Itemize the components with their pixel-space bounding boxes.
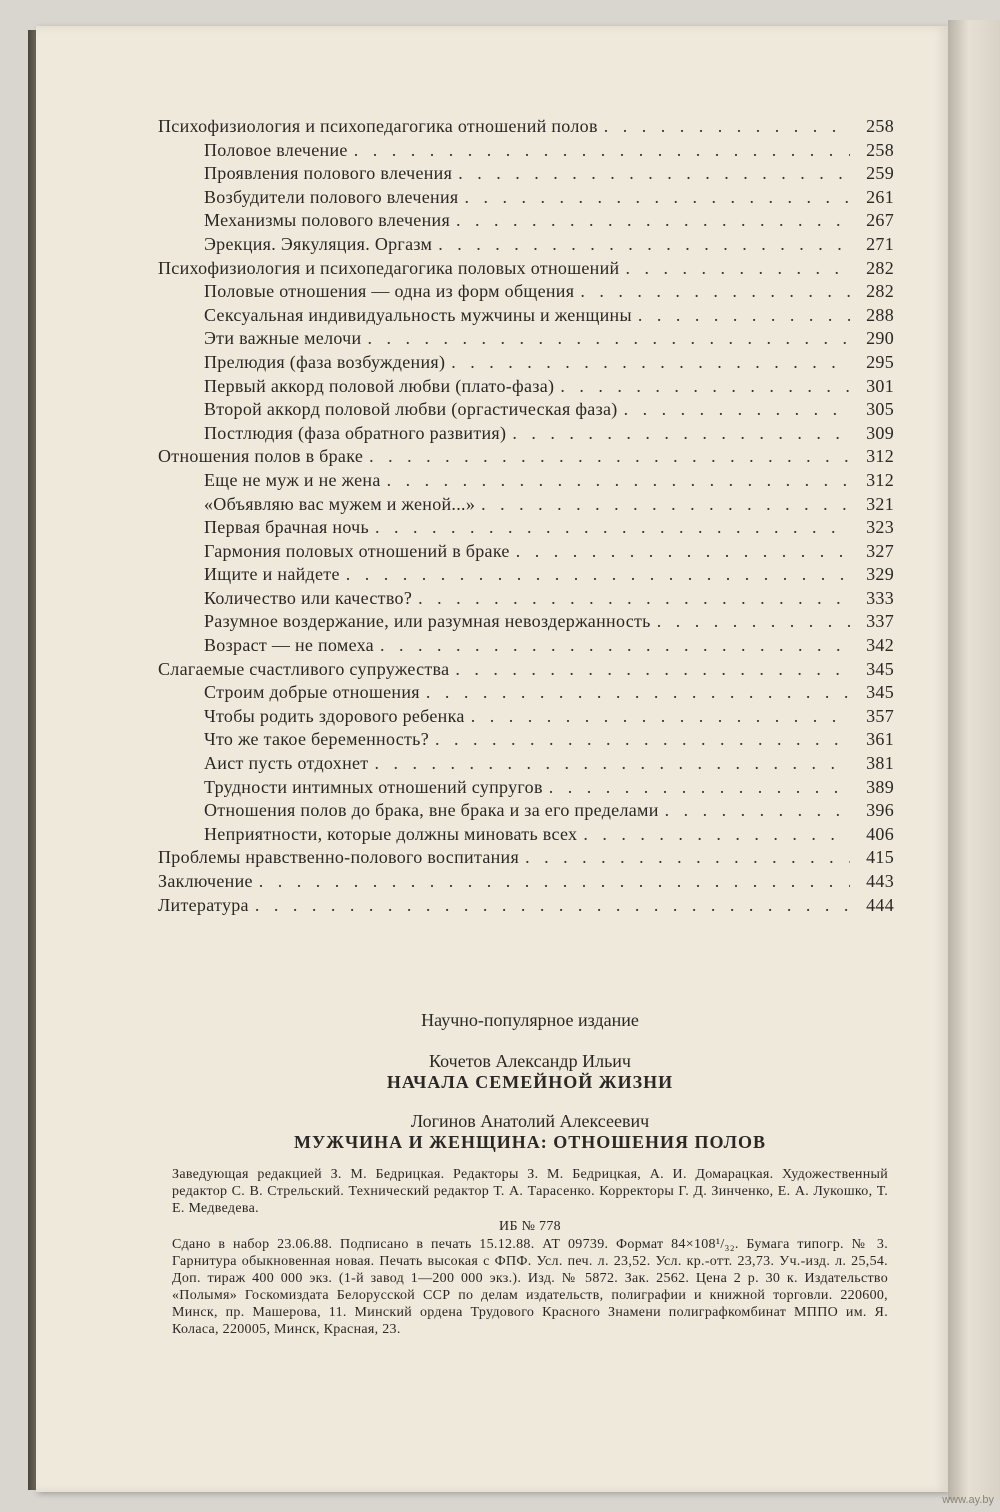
toc-entry-page: 321 xyxy=(866,493,894,514)
toc-entry-page: 357 xyxy=(866,705,894,726)
toc-entry-title: Трудности интимных отношений супругов xyxy=(204,776,543,797)
toc-entry xyxy=(158,234,894,258)
toc-entry xyxy=(158,753,894,777)
toc-entry-page: 258 xyxy=(866,139,894,160)
toc-entry-title: Половые отношения — одна из форм общения xyxy=(204,281,575,302)
toc-entry xyxy=(158,564,894,588)
toc-leader-dots xyxy=(583,824,850,845)
toc-leader-dots xyxy=(560,376,850,397)
toc-entry-title: Эти важные мелочи xyxy=(204,328,362,349)
editors-line: Заведующая редакцией З. М. Бедрицкая. Редакторы З. М. Бедрицкая, А. И. Домарацкая. Художественный редактор С. В. Стрельский. Технический редактор Т. А. Тарасенко. Корректоры Г. Д. Зинченко, Е. А. Лукошко, Т. Е. Медведева. xyxy=(172,1167,888,1216)
toc-entry-title: Второй аккорд половой любви (оргастическая фаза) xyxy=(204,399,618,420)
toc-entry xyxy=(158,281,894,305)
toc-leader-dots xyxy=(451,352,850,373)
toc-entry xyxy=(158,517,894,541)
toc-entry-title: Разумное воздержание, или разумная невоздержанность xyxy=(204,611,651,632)
toc-leader-dots xyxy=(369,446,850,467)
toc-entry-page: 282 xyxy=(866,281,894,302)
toc-entry xyxy=(158,423,894,447)
toc-entry-page: 259 xyxy=(866,163,894,184)
toc-entry-title: Половое влечение xyxy=(204,139,348,160)
toc-entry xyxy=(158,635,894,659)
toc-entry xyxy=(158,399,894,423)
toc-entry-title: Постлюдия (фаза обратного развития) xyxy=(204,422,507,443)
toc-entry xyxy=(158,800,894,824)
toc-entry-page: 305 xyxy=(866,399,894,420)
toc-entry-title: Строим добрые отношения xyxy=(204,682,420,703)
toc-entry xyxy=(158,446,894,470)
toc-entry-page: 333 xyxy=(866,587,894,608)
print-details: Сдано в набор 23.06.88. Подписано в печать 15.12.88. АТ 09739. Формат 84×108¹/₃₂. Бумага типогр. № 3. Гарнитура обыкновенная новая. Печать высокая с ФПФ. Усл. печ. л. 23,52. Усл. кр.-отт. 23,73. Уч.-изд. л. 25,54. Доп. тираж 400 000 экз. (1-й завод 1—200 000 экз.). Изд. № 5872. Зак. 2562. Цена 2 р. 30 к. Издательство «Полымя» Госкомиздата Белорусской ССР по делам издательств, полиграфии и книжной торговли. 220600, Минск, пр. Машерова, 11. Минский ордена Трудового Красного Знамени полиграфкомбинат МППО им. Я. Коласа, 220005, Минск, Красная, 23. xyxy=(172,1237,888,1337)
toc-leader-dots xyxy=(657,611,850,632)
table-of-contents xyxy=(158,116,894,918)
author-name: Кочетов Александр Ильич xyxy=(429,1051,631,1071)
toc-entry-page: 323 xyxy=(866,517,894,538)
toc-entry xyxy=(158,116,894,140)
toc-entry xyxy=(158,588,894,612)
toc-entry-page: 337 xyxy=(866,611,894,632)
toc-entry xyxy=(158,659,894,683)
toc-leader-dots xyxy=(367,328,850,349)
toc-entry-title: Что же такое беременность? xyxy=(204,729,429,750)
toc-entry xyxy=(158,140,894,164)
toc-entry-page: 309 xyxy=(866,422,894,443)
toc-entry xyxy=(158,376,894,400)
toc-entry-title: «Объявляю вас мужем и женой...» xyxy=(204,493,476,514)
toc-entry-title: Чтобы родить здорового ребенка xyxy=(204,705,465,726)
toc-entry-page: 396 xyxy=(866,800,894,821)
toc-leader-dots xyxy=(374,753,850,774)
toc-entry-title: Количество или качество? xyxy=(204,587,413,608)
toc-entry xyxy=(158,682,894,706)
toc-entry xyxy=(158,187,894,211)
toc-leader-dots xyxy=(624,399,850,420)
edition-type: Научно-популярное издание xyxy=(421,1010,639,1030)
toc-entry-page: 345 xyxy=(866,658,894,679)
toc-entry xyxy=(158,706,894,730)
toc-entry xyxy=(158,729,894,753)
toc-entry-title: Литература xyxy=(158,894,249,915)
toc-entry xyxy=(158,305,894,329)
toc-leader-dots xyxy=(380,635,850,656)
toc-entry-page: 295 xyxy=(866,351,894,372)
toc-leader-dots xyxy=(255,895,850,916)
toc-leader-dots xyxy=(580,281,850,302)
toc-entry-title: Прелюдия (фаза возбуждения) xyxy=(204,351,446,372)
toc-leader-dots xyxy=(456,210,850,231)
author-name: Логинов Анатолий Алексеевич xyxy=(410,1111,650,1131)
toc-leader-dots xyxy=(625,258,850,279)
toc-entry-page: 415 xyxy=(866,847,894,868)
toc-leader-dots xyxy=(426,682,850,703)
toc-entry xyxy=(158,470,894,494)
toc-entry-title: Гармония половых отношений в браке xyxy=(204,540,510,561)
toc-entry-page: 288 xyxy=(866,304,894,325)
toc-entry-title: Первый аккорд половой любви (плато-фаза) xyxy=(204,375,555,396)
toc-leader-dots xyxy=(549,777,850,798)
toc-entry-title: Отношения полов в браке xyxy=(158,446,364,467)
toc-entry-page: 312 xyxy=(866,446,894,467)
toc-entry-page: 345 xyxy=(866,682,894,703)
toc-entry-page: 329 xyxy=(866,564,894,585)
toc-entry-page: 258 xyxy=(866,116,894,136)
toc-entry-page: 381 xyxy=(866,753,894,774)
toc-entry-title: Заключение xyxy=(158,871,253,891)
toc-entry xyxy=(158,163,894,187)
toc-entry-page: 361 xyxy=(866,729,894,750)
toc-entry-page: 444 xyxy=(866,894,894,915)
toc-entry xyxy=(158,328,894,352)
toc-entry xyxy=(158,777,894,801)
toc-leader-dots xyxy=(387,470,850,491)
toc-leader-dots xyxy=(604,116,850,137)
toc-entry-title: Первая брачная ночь xyxy=(204,517,370,538)
toc-entry xyxy=(158,258,894,282)
book-title: МУЖЧИНА И ЖЕНЩИНА: ОТНОШЕНИЯ ПОЛОВ xyxy=(293,1132,767,1152)
toc-entry-title: Неприятности, которые должны миновать всех xyxy=(204,823,578,844)
toc-entry-page: 267 xyxy=(866,210,894,231)
toc-entry xyxy=(158,871,894,895)
toc-entry xyxy=(158,824,894,848)
toc-leader-dots xyxy=(512,423,850,444)
toc-leader-dots xyxy=(346,564,850,585)
toc-entry-page: 282 xyxy=(866,257,894,278)
toc-entry xyxy=(158,611,894,635)
toc-leader-dots xyxy=(464,187,850,208)
toc-leader-dots xyxy=(259,871,850,892)
toc-leader-dots xyxy=(525,847,850,868)
toc-entry-title: Ищите и найдете xyxy=(204,564,340,585)
book-title: НАЧАЛА СЕМЕЙНОЙ ЖИЗНИ xyxy=(386,1072,674,1092)
toc-entry-title: Возбудители полового влечения xyxy=(204,186,459,207)
toc-entry xyxy=(158,847,894,871)
toc-entry-title: Проявления полового влечения xyxy=(204,163,453,184)
toc-entry-page: 443 xyxy=(866,871,894,891)
imprint-block xyxy=(170,1010,890,1153)
toc-entry-title: Аист пусть отдохнет xyxy=(204,753,369,774)
toc-entry xyxy=(158,541,894,565)
toc-entry-title: Слагаемые счастливого супружества xyxy=(158,658,450,679)
ib-number: ИБ № 778 xyxy=(499,1219,561,1234)
toc-leader-dots xyxy=(455,659,850,680)
toc-entry-page: 389 xyxy=(866,776,894,797)
toc-entry-page: 312 xyxy=(866,469,894,490)
toc-leader-dots xyxy=(418,588,850,609)
toc-entry xyxy=(158,494,894,518)
toc-leader-dots xyxy=(481,494,850,515)
toc-entry-title: Еще не муж и не жена xyxy=(204,469,381,490)
toc-leader-dots xyxy=(458,163,850,184)
toc-leader-dots xyxy=(516,541,850,562)
toc-entry-page: 327 xyxy=(866,540,894,561)
toc-entry-page: 406 xyxy=(866,823,894,844)
toc-entry-page: 271 xyxy=(866,233,894,254)
toc-entry-page: 301 xyxy=(866,375,894,396)
toc-leader-dots xyxy=(435,729,850,750)
toc-entry-title: Отношения полов до брака, вне брака и за его пределами xyxy=(204,800,659,821)
toc-entry-title: Эрекция. Эякуляция. Оргазм xyxy=(204,233,433,254)
publication-credits xyxy=(172,1166,888,1338)
toc-leader-dots xyxy=(471,706,850,727)
toc-leader-dots xyxy=(438,234,850,255)
toc-entry-page: 261 xyxy=(866,186,894,207)
toc-entry-title: Возраст — не помеха xyxy=(204,635,374,656)
toc-entry xyxy=(158,210,894,234)
toc-entry-page: 290 xyxy=(866,328,894,349)
toc-entry-title: Механизмы полового влечения xyxy=(204,210,451,231)
toc-entry-title: Сексуальная индивидуальность мужчины и женщины xyxy=(204,304,632,325)
toc-leader-dots xyxy=(638,305,850,326)
toc-entry-page: 342 xyxy=(866,635,894,656)
toc-entry xyxy=(158,352,894,376)
toc-leader-dots xyxy=(665,800,850,821)
toc-entry-title: Проблемы нравственно-полового воспитания xyxy=(158,847,520,868)
toc-entry xyxy=(158,895,894,919)
toc-entry-title: Психофизиология и психопедагогика половых отношений xyxy=(158,257,620,278)
toc-entry-title: Психофизиология и психопедагогика отношений полов xyxy=(158,116,598,136)
toc-leader-dots xyxy=(375,517,850,538)
facing-page-edge xyxy=(948,20,1000,1500)
toc-leader-dots xyxy=(354,140,850,161)
watermark-text: www.ay.by xyxy=(942,1494,994,1506)
